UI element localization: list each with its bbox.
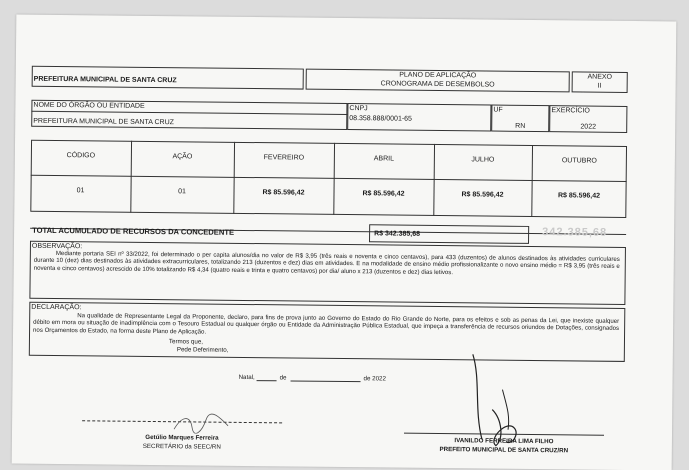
- date-de-1: de: [279, 374, 287, 382]
- td-julho: R$ 85.596,42: [461, 191, 504, 199]
- date-de-2: de 2022: [363, 375, 386, 383]
- td-codigo: 01: [76, 187, 85, 195]
- annex-value: II: [597, 82, 602, 90]
- total-value: R$ 342.385,68: [374, 230, 421, 238]
- cnpj-value: 08.358.888/0001-65: [349, 115, 413, 123]
- observation-title: OBSERVAÇÃO:: [31, 242, 83, 251]
- observation-text: Mediante portaria SEI nº 33/2022, foi determinado o per capita alunos/dia no valor de R$ 3,95 (três reais e noventa e cinco centavos), para 433 (duzentos) de alunos destinados às atividades curriculares durante 10 (dez) dias destinados às atividades extracurriculares, totalizando 213 (duzentos e dez) dias em atividades. E na modalidade de ensino médio profissionalizante o novo ensino médio = R$ 3,95 (três reais e noventa e cinco centavos) acrescido de 10% totalizando R$ 4,34 (quatro reais e trinta e quatro centavos) por dia/ aluno x 213 (duzentos e dez) dias letivos.: [33, 249, 620, 276]
- declaration-closing-2: Pede Deferimento,: [176, 346, 229, 354]
- td-outubro: R$ 85.596,42: [557, 192, 601, 200]
- date-day-line: [257, 380, 277, 381]
- cnpj-label: CNPJ: [349, 105, 368, 113]
- right-signer-name: IVANILDO FERREIRA LIMA FILHO: [454, 437, 554, 446]
- left-signer-role: SECRETÁRIO da SEEC/RN: [142, 442, 221, 451]
- total-label: TOTAL ACUMULADO DE RECURSOS DA CONCEDENTE: [32, 225, 235, 237]
- plan-title: PLANO DE APLICAÇÃO: [399, 71, 477, 80]
- th-acao: AÇÃO: [172, 153, 193, 161]
- th-fevereiro: FEVEREIRO: [263, 154, 305, 162]
- left-signature-scribble: [172, 411, 232, 434]
- right-signer-role: PREFEITO MUNICIPAL DE SANTA CRUZ/RN: [439, 446, 569, 455]
- header-org: PREFEITURA MUNICIPAL DE SANTA CRUZ: [33, 75, 177, 85]
- th-codigo: CÓDIGO: [66, 152, 96, 160]
- date-city: Natal,: [238, 373, 255, 382]
- td-abril: R$ 85.596,42: [362, 190, 405, 198]
- entity-name-value: PREFEITURA MUNICIPAL DE SANTA CRUZ: [33, 117, 174, 127]
- year-label: EXERCÍCIO: [551, 107, 590, 115]
- th-outubro: OUTUBRO: [561, 157, 597, 165]
- declaration-text: Na qualidade de Representante Legal da Proponente, declaro, para fins de prova junto ao Governo do Estado do Rio Grande do Norte, para os efeitos e sob as penas da Lei, que inexiste qualquer débito em mora ou situação de inadimplência com o Tesouro Estadual ou qualquer órgão ou Entidade da Administração Pública Estadual, que impeça a transferência de recursos oriundos de Dotações, consignados nos Orçamentos do Estado, na forma deste Plano de Aplicação.: [33, 312, 620, 336]
- th-abril: ABRIL: [373, 155, 395, 163]
- year-value: 2022: [580, 123, 597, 131]
- td-fevereiro: R$ 85.596,42: [262, 189, 305, 197]
- left-signer-name: Getúlio Marques Ferreira: [145, 433, 219, 442]
- plan-subtitle: CRONOGRAMA DE DESEMBOLSO: [380, 80, 495, 89]
- declaration-title: DECLARAÇÃO:: [31, 303, 82, 312]
- uf-value: RN: [515, 122, 526, 130]
- declaration-closing-1: Termos que,: [168, 338, 204, 346]
- annex-label: ANEXO: [587, 73, 613, 81]
- date-month-line: [291, 380, 361, 382]
- td-acao: 01: [178, 188, 186, 196]
- total-faded-value: 342.385,68: [542, 226, 608, 239]
- th-julho: JULHO: [471, 156, 495, 164]
- entity-name-label: NOME DO ÓRGÃO OU ENTIDADE: [33, 101, 145, 110]
- document-page: [12, 15, 677, 470]
- uf-label: UF: [493, 106, 503, 114]
- right-signature-scribble: [462, 349, 533, 450]
